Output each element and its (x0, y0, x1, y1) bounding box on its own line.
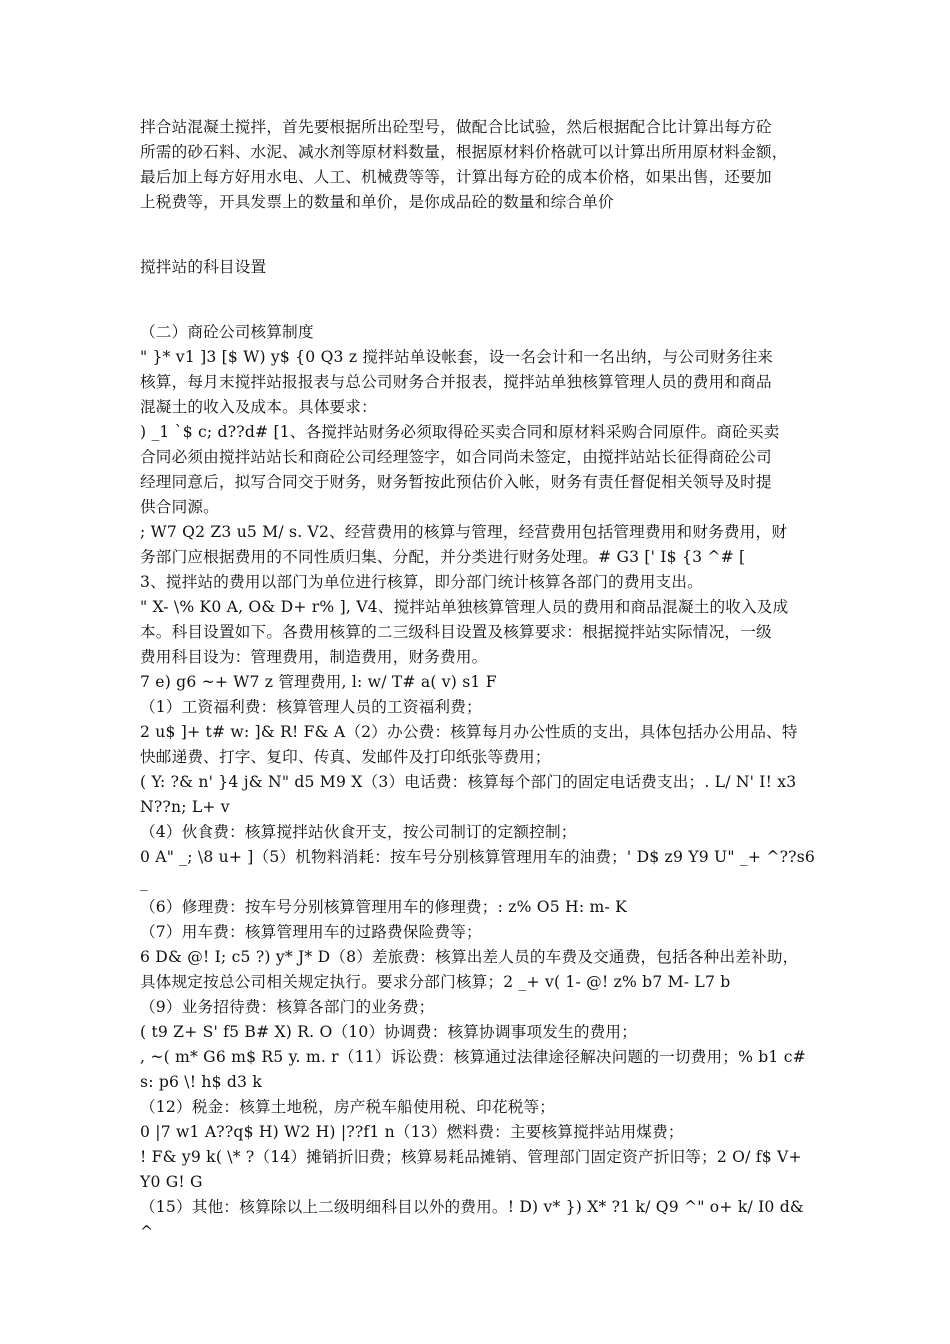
text-line: 7 e) g6 ~+ W7 z 管理费用, l: w/ T# a( v) s1 F (140, 673, 497, 691)
text-line: （15）其他：核算除以上二级明细科目以外的费用。! D) v* }) X* ?1 k/ Q9 ^" o+ k/ I0 d& (140, 1198, 804, 1216)
text-line: 6 D& @! I; c5 ?) y* J* D（8）差旅费：核算出差人员的车费及交通费，包括各种出差补助， (140, 948, 799, 966)
text-line: ) _1 `$ c; d??d# [1、各搅拌站财务必须取得砼买卖合同和原材料采购合同原件。商砼买卖 (140, 423, 780, 441)
text-line: _ (140, 873, 148, 891)
text-line: 所需的砂石料、水泥、减水剂等原材料数量，根据原材料价格就可以计算出所用原材料金额， (140, 143, 788, 161)
intro-paragraph (140, 115, 812, 215)
text-line: 上税费等，开具发票上的数量和单价，是你成品砼的数量和综合单价 (140, 193, 614, 211)
text-line: ! F& y9 k( \* ?（14）摊销折旧费；核算易耗品摊销、管理部门固定资产折旧等；2 O/ f$ V+ (140, 1148, 802, 1166)
text-line: ( Y: ?& n' }4 j& N" d5 M9 X（3）电话费：核算每个部门的固定电话费支出；. L/ N' I! x3 (140, 773, 797, 791)
text-line: （12）税金：核算土地税，房产税车船使用税、印花税等； (140, 1098, 556, 1116)
paragraph-gap (140, 280, 812, 320)
text-line: 3、搅拌站的费用以部门为单位进行核算，即分部门统计核算各部门的费用支出。 (140, 573, 703, 591)
text-line: 务部门应根据费用的不同性质归集、分配，并分类进行财务处理。# G3 [' I$ {3 ^# [ (140, 548, 746, 566)
text-line: 具体规定按总公司相关规定执行。要求分部门核算；2 _+ v( 1- @! z% b7 M- L7 b (140, 973, 731, 991)
text-line: 供合同源。 (140, 498, 219, 516)
text-line: ; W7 Q2 Z3 u5 M/ s. V2、经营费用的核算与管理，经营费用包括管理费用和财务费用，财 (140, 523, 788, 541)
text-line: 本。科目设置如下。各费用核算的二三级科目设置及核算要求：根据搅拌站实际情况，一级 (140, 623, 772, 641)
text-line: 费用科目设为：管理费用，制造费用，财务费用。 (140, 648, 488, 666)
text-line: 0 A" _; \8 u+ ]（5）机物料消耗：按车号分别核算管理用车的油费；' D$ z9 Y9 U" _+ ^??s6 (140, 848, 816, 866)
text-line: （6）修理费：按车号分别核算管理用车的修理费；: z% O5 H: m- K (140, 898, 627, 916)
body-text (140, 320, 816, 1245)
text-line: ( t9 Z+ S' f5 B# X) R. O（10）协调费：核算协调事项发生的费用； (140, 1023, 638, 1041)
text-line: 2 u$ ]+ t# w: ]& R! F& A（2）办公费：核算每月办公性质的支出，具体包括办公用品、特 (140, 723, 798, 741)
text-line: 核算，每月末搅拌站报报表与总公司财务合并报表，搅拌站单独核算管理人员的费用和商品 (140, 373, 772, 391)
text-line: 经理同意后，拟写合同交于财务，财务暂按此预估价入帐，财务有责任督促相关领导及时提 (140, 473, 772, 491)
text-line: 合同必须由搅拌站站长和商砼公司经理签字，如合同尚未签定，由搅拌站站长征得商砼公司 (140, 448, 772, 466)
text-line: ^ (140, 1223, 154, 1241)
section-heading: 搅拌站的科目设置 (140, 258, 267, 276)
text-line: （1）工资福利费：核算管理人员的工资福利费； (140, 698, 482, 716)
text-line: 最后加上每方好用水电、人工、机械费等等，计算出每方砼的成本价格，如果出售，还要加 (140, 168, 772, 186)
text-line: （7）用车费：核算管理用车的过路费保险费等； (140, 923, 482, 941)
text-line: 快邮递费、打字、复印、传真、发邮件及打印纸张等费用； (140, 748, 551, 766)
text-line: 拌合站混凝土搅拌，首先要根据所出砼型号，做配合比试验，然后根据配合比计算出每方砼 (140, 118, 772, 136)
text-line: " }* v1 ]3 [$ W) y$ {0 Q3 z 搅拌站单设帐套，设一名会计和一名出纳，与公司财务往来 (140, 348, 774, 366)
text-line: 混凝土的收入及成本。具体要求： (140, 398, 377, 416)
text-line: Y0 G! G (140, 1173, 203, 1191)
paragraph-gap (140, 215, 812, 255)
text-line: （9）业务招待费：核算各部门的业务费； (140, 998, 435, 1016)
text-line: （二）商砼公司核算制度 (140, 323, 314, 341)
text-line: N??n; L+ v (140, 798, 230, 816)
text-line: 0 |7 w1 A??q$ H) W2 H) |??f1 n（13）燃料费：主要核算搅拌站用煤费； (140, 1123, 684, 1141)
text-line: （4）伙食费：核算搅拌站伙食开支，按公司制订的定额控制； (140, 823, 577, 841)
text-line: " X- \% K0 A, O& D+ r% ], V4、搅拌站单独核算管理人员的费用和商品混凝土的收入及成 (140, 598, 789, 616)
text-line: s: p6 \! h$ d3 k (140, 1073, 262, 1091)
text-line: , ~( m* G6 m$ R5 y. m. r（11）诉讼费：核算通过法律途径解决问题的一切费用；% b1 c# (140, 1048, 806, 1066)
